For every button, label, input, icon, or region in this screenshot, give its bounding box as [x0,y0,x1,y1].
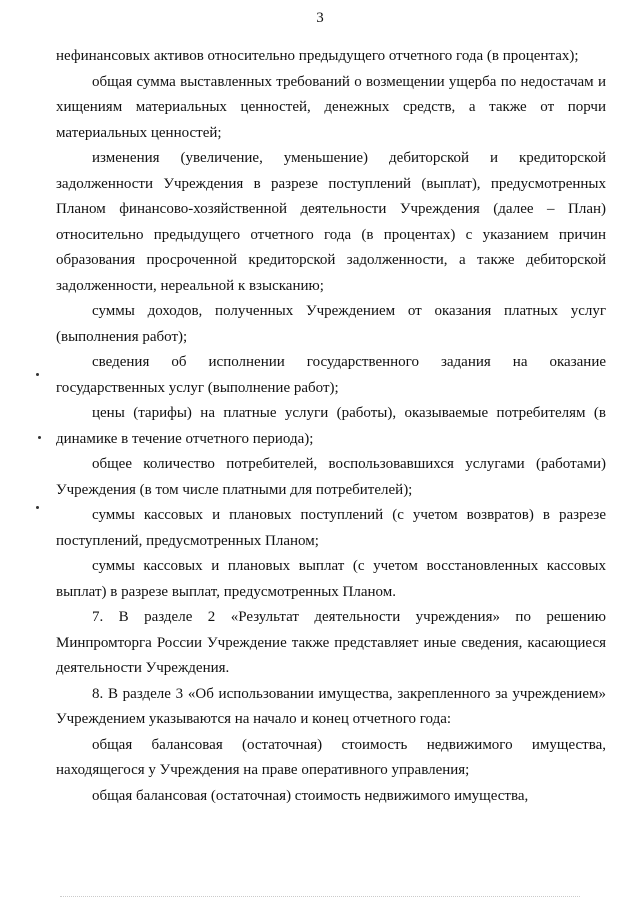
margin-speck [36,506,39,509]
margin-speck [38,436,41,439]
paragraph-receivables-payables: изменения (увеличение, уменьшение) дебиторской и кредиторской задолженности Учреждения в разрезе поступлений (выплат), предусмотренных Планом финансово-хозяйственной деятельности Учреждения (далее – План) относительно предыдущего отчетного года (в процентах) с указанием причин образования просроченной кредиторской задолженности, а также дебиторской задолженности, нереальной к взысканию; [56,150,606,294]
paragraph-section-2: 7. В разделе 2 «Результат деятельности учреждения» по решению Минпромторга России Учреждение также представляет иные сведения, касающиеся деятельности Учреждения. [56,609,606,676]
paragraph-damage-claims: общая сумма выставленных требований о возмещении ущерба по недостачам и хищениям материальных ценностей, денежных средств, а также от порчи материальных ценностей; [56,73,606,141]
paragraph-consumers: общее количество потребителей, воспользовавшихся услугами (работами) Учреждения (в том числе платными для потребителей); [56,456,606,498]
paragraph-section-3: 8. В разделе 3 «Об использовании имущества, закрепленного за учреждением» Учреждением указываются на начало и конец отчетного года: [56,685,606,727]
paragraph-cash-receipts: суммы кассовых и плановых поступлений (с учетом возвратов) в разрезе поступлений, предусмотренных Планом; [56,507,606,549]
scan-noise [60,894,580,897]
document-body [56,44,606,809]
paragraph-state-assignment: сведения об исполнении государственного задания на оказание государственных услуг (выполнение работ); [56,354,606,396]
page-number: 3 [316,10,324,26]
paragraph-continuation: нефинансовых активов относительно предыдущего отчетного года (в процентах); [56,48,579,64]
paragraph-prices: цены (тарифы) на платные услуги (работы), оказываемые потребителям (в динамике в течение отчетного периода); [56,405,606,447]
paragraph-cash-payments: суммы кассовых и плановых выплат (с учетом восстановленных кассовых выплат) в разрезе выплат, предусмотренных Планом. [56,558,606,600]
margin-speck [36,373,39,376]
paragraph-real-estate-cut: общая балансовая (остаточная) стоимость недвижимого имущества, [92,787,529,804]
paragraph-real-estate-operational: общая балансовая (остаточная) стоимость недвижимого имущества, находящегося у Учреждения на праве оперативного управления; [56,736,606,778]
paragraph-paid-services-income: суммы доходов, полученных Учреждением от оказания платных услуг (выполнения работ); [56,303,606,345]
